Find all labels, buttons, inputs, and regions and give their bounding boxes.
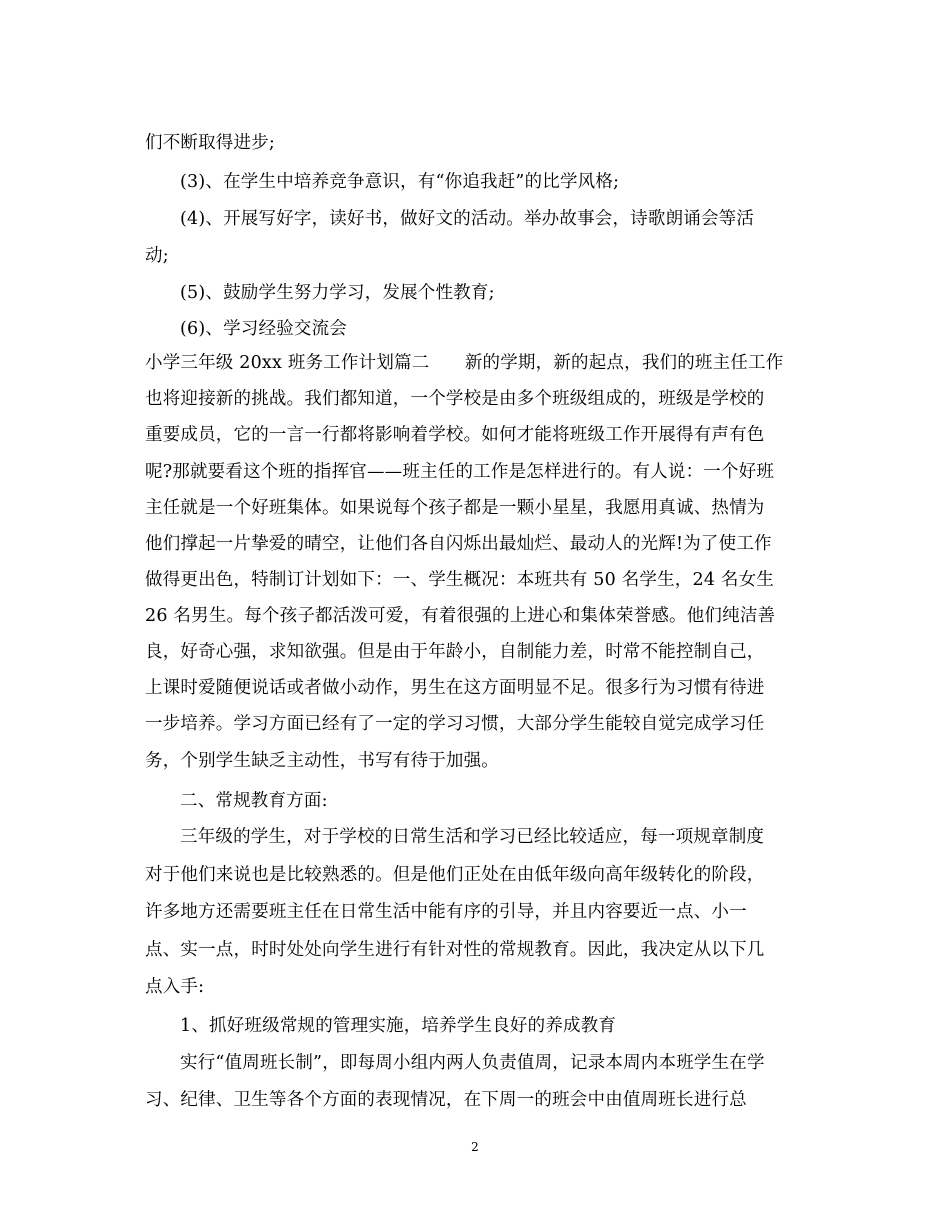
text-line: 呢?那就要看这个班的指挥官——班主任的工作是怎样进行的。有人说：一个好班 <box>145 462 775 482</box>
text-line: 点入手: <box>145 977 205 997</box>
text-line: 做得更出色，特制订计划如下：一、学生概况：本班共有 50 名学生，24 名女生 <box>145 570 775 590</box>
text-line: 小学三年级 20xx 班务工作计划篇二 新的学期，新的起点，我们的班主任工作 <box>145 353 784 373</box>
text-line: (3)、在学生中培养竞争意识，有“你追我赶”的比学风格; <box>180 172 620 192</box>
text-line: 26 名男生。每个孩子都活泼可爱，有着很强的上进心和集体荣誉感。他们纯洁善 <box>145 606 776 626</box>
text-line: 点、实一点，时时处处向学生进行有针对性的常规教育。因此，我决定从以下几 <box>145 940 765 960</box>
section-heading: 二、常规教育方面: <box>180 791 328 811</box>
text-line: (4)、开展写好字，读好书，做好文的活动。举办故事会，诗歌朗诵会等活 <box>180 209 755 229</box>
text-line: 动; <box>145 246 169 266</box>
page-number: 2 <box>471 1140 479 1154</box>
text-line: 一步培养。学习方面已经有了一定的学习习惯，大部分学生能较自觉完成学习任 <box>145 714 765 734</box>
text-line: 主任就是一个好班集体。如果说每个孩子都是一颗小星星，我愿用真诚、热情为 <box>145 498 765 518</box>
text-line: 们不断取得进步; <box>145 133 275 153</box>
text-line: 三年级的学生，对于学校的日常生活和学习已经比较适应，每一项规章制度 <box>180 827 765 847</box>
text-line: 许多地方还需要班主任在日常生活中能有序的引导，并且内容要近一点、小一 <box>145 902 747 922</box>
text-line: 务，个别学生缺乏主动性，书写有待于加强。 <box>145 751 499 771</box>
text-line: 良，好奇心强，求知欲强。但是由于年龄小，自制能力差，时常不能控制自己， <box>145 642 765 662</box>
text-line: 他们撑起一片挚爱的晴空，让他们各自闪烁出最灿烂、最动人的光辉!为了使工作 <box>145 534 772 554</box>
text-line: 1、抓好班级常规的管理实施，培养学生良好的养成教育 <box>180 1016 617 1036</box>
text-line: 也将迎接新的挑战。我们都知道，一个学校是由多个班级组成的，班级是学校的 <box>145 389 765 409</box>
text-line: (5)、鼓励学生努力学习，发展个性教育; <box>180 283 495 303</box>
text-line: 实行“值周班长制”，即每周小组内两人负责值周，记录本周内本班学生在学 <box>180 1053 765 1073</box>
text-line: (6)、学习经验交流会 <box>180 319 347 339</box>
text-line: 上课时爱随便说话或者做小动作，男生在这方面明显不足。很多行为习惯有待进 <box>145 678 765 698</box>
text-line: 重要成员，它的一言一行都将影响着学校。如何才能将班级工作开展得有声有色 <box>145 425 765 445</box>
text-line: 对于他们来说也是比较熟悉的。但是他们正处在由低年级向高年级转化的阶段， <box>145 865 765 885</box>
text-line: 习、纪律、卫生等各个方面的表现情况，在下周一的班会中由值周班长进行总 <box>145 1090 747 1110</box>
